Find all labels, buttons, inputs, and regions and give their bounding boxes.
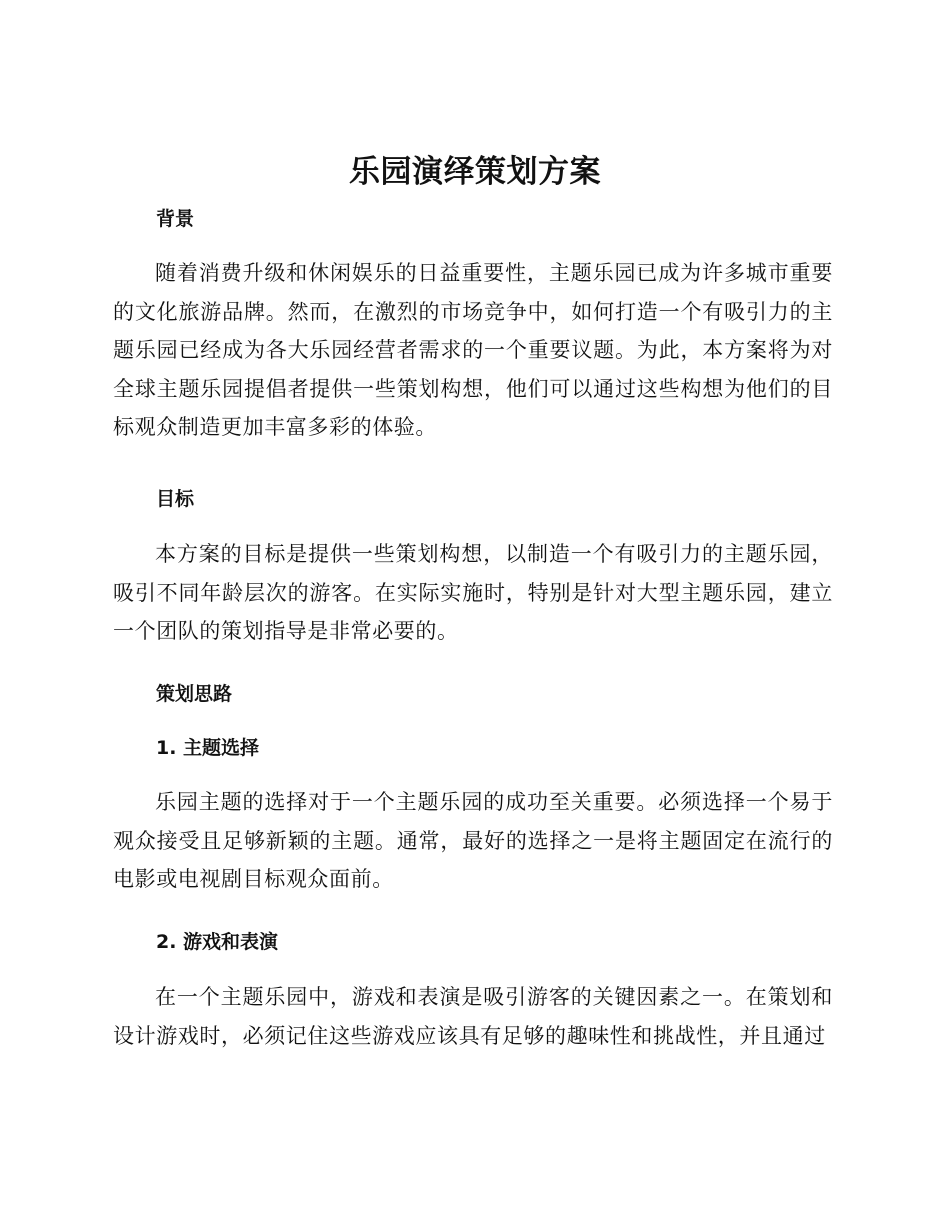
section-heading-background: 背景 — [156, 208, 195, 230]
section-paragraph-theme-selection: 乐园主题的选择对于一个主题乐园的成功至关重要。必须选择一个易于观众接受且足够新颖的主题。通常，最好的选择之一是将主题固定在流行的电影或电视剧目标观众面前。 — [113, 790, 833, 891]
section-heading-goal: 目标 — [156, 488, 195, 510]
section-paragraph-games-and-shows: 在一个主题乐园中，游戏和表演是吸引游客的关键因素之一。在策划和设计游戏时，必须记住这些游戏应该具有足够的趣味性和挑战性，并且通过 — [113, 985, 833, 1048]
section-heading-games-and-shows: 2. 游戏和表演 — [156, 931, 279, 953]
section-heading-theme-selection: 1. 主题选择 — [156, 737, 260, 759]
section-heading-planning-ideas: 策划思路 — [156, 683, 233, 705]
section-paragraph-background: 随着消费升级和休闲娱乐的日益重要性，主题乐园已成为许多城市重要的文化旅游品牌。然而，在激烈的市场竞争中，如何打造一个有吸引力的主题乐园已经成为各大乐园经营者需求的一个重要议题。为此，本方案将为对全球主题乐园提倡者提供一些策划构想，他们可以通过这些构想为他们的目标观众制造更加丰富多彩的体验。 — [113, 261, 833, 439]
section-paragraph-goal: 本方案的目标是提供一些策划构想，以制造一个有吸引力的主题乐园，吸引不同年龄层次的游客。在实际实施时，特别是针对大型主题乐园，建立一个团队的策划指导是非常必要的。 — [113, 542, 833, 643]
document-title: 乐园演绎策划方案 — [349, 154, 601, 190]
